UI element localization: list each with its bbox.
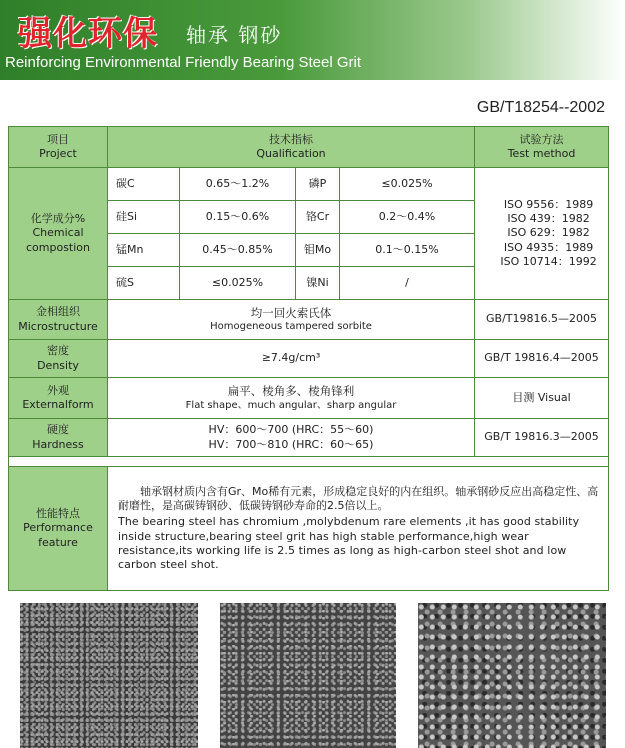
value-silicon: 0.15～0.6% [180, 201, 296, 234]
element-nickel: 镍Ni [296, 267, 340, 300]
header-project-en: Project [39, 147, 77, 160]
photo-strip [0, 603, 625, 748]
header-qualification [108, 127, 475, 168]
chem-row-1 [9, 168, 609, 201]
hardness-label-cn: 硬度 [47, 423, 69, 437]
value-molybdenum: 0.1～0.15% [340, 234, 475, 267]
element-sulfur: 硫S [108, 267, 180, 300]
micro-value-cn: 均一回火索氏体 [250, 305, 332, 320]
performance-text-en: The bearing steel has chromium ,molybdenum rare elements ,it has good stability inside structure,bearing steel grit has high stable performance,high wear resistance,its working life is 2.5 times as long as high-carbon steel shot and low carbon steel shot. [118, 515, 580, 572]
banner-title-en: Reinforcing Environmental Friendly Bearing Steel Grit [5, 54, 361, 71]
hardness-row [9, 419, 609, 457]
performance-row [9, 467, 609, 591]
performance-label [9, 467, 108, 591]
micro-row [9, 300, 609, 340]
spacer-row [9, 457, 609, 467]
header-qual-en: Qualification [256, 147, 326, 160]
performance-label-en-2: feature [38, 535, 78, 549]
micro-value-en: Homogeneous tampered sorbite [210, 321, 372, 333]
micro-value [108, 300, 475, 340]
performance-text-cn: 轴承钢材质内含有Gr、Mo稀有元素，形成稳定良好的内在组织。轴承钢砂反应出高稳定性、高耐磨性，是高碳铸钢砂、低碳铸钢砂寿命的2.5倍以上。 [118, 484, 599, 512]
element-manganese: 锰Mn [108, 234, 180, 267]
header-project-cn: 项目 [47, 132, 69, 146]
density-value: ≥7.4g/cm³ [108, 340, 475, 378]
chemical-label-cn: 化学成分% [30, 212, 86, 226]
value-chromium: 0.2～0.4% [340, 201, 475, 234]
element-chromium: 铬Cr [296, 201, 340, 234]
performance-label-en-1: Performance [23, 521, 93, 535]
iso-4935: ISO 4935：1989 [503, 240, 594, 254]
iso-9556: ISO 9556：1989 [503, 197, 594, 211]
performance-label-cn: 性能特点 [36, 507, 80, 521]
header-row [9, 127, 609, 168]
density-label-cn: 密度 [47, 344, 69, 358]
performance-text [108, 467, 609, 591]
micro-label [9, 300, 108, 340]
external-label-cn: 外观 [47, 383, 69, 397]
chemical-label [9, 168, 108, 300]
external-value [108, 378, 475, 419]
micro-method: GB/T19816.5—2005 [475, 300, 609, 340]
header-project [9, 127, 108, 168]
external-value-en: Flat shape、much angular、sharp angular [185, 399, 397, 411]
micro-label-en: Microstructure [18, 319, 98, 333]
chemical-label-en-2: compostion [25, 240, 90, 254]
element-carbon: 碳C [108, 168, 180, 201]
header-method [475, 127, 609, 168]
external-label-en: Externalform [22, 398, 94, 411]
hardness-label-en: Hardness [32, 437, 84, 451]
value-phosphorus: ≤0.025% [340, 168, 475, 201]
hardness-value-2: HV：700～810 (HRC：60～65) [208, 437, 374, 451]
grit-photo-fine [20, 603, 198, 748]
iso-629: ISO 629：1982 [507, 226, 590, 240]
iso-439: ISO 439：1982 [507, 212, 590, 226]
density-label-en: Density [37, 358, 79, 372]
hardness-value [108, 419, 475, 457]
element-molybdenum: 钼Mo [296, 234, 340, 267]
grit-photo-coarse [418, 603, 606, 748]
value-nickel: / [340, 267, 475, 300]
header-method-en: Test method [507, 147, 576, 160]
hardness-value-1: HV：600～700 (HRC：55～60) [208, 423, 374, 437]
external-row [9, 378, 609, 419]
spec-table [8, 126, 609, 591]
density-row [9, 340, 609, 378]
iso-10714: ISO 10714：1992 [500, 254, 597, 268]
chemical-label-en-1: Chemical [32, 226, 84, 240]
banner-subtitle-cn: 轴承 钢砂 [186, 23, 283, 47]
external-label [9, 378, 108, 419]
element-silicon: 硅Si [108, 201, 180, 234]
micro-label-cn: 金相组织 [36, 305, 80, 319]
value-manganese: 0.45～0.85% [180, 234, 296, 267]
header-banner [0, 0, 625, 80]
standard-code: GB/T18254--2002 [476, 99, 605, 116]
value-sulfur: ≤0.025% [180, 267, 296, 300]
chemical-methods [475, 168, 609, 300]
grit-photo-medium [220, 603, 396, 748]
hardness-method: GB/T 19816.3—2005 [475, 419, 609, 457]
spacer-cell [9, 457, 609, 467]
element-phosphorus: 磷P [296, 168, 340, 201]
value-carbon: 0.65～1.2% [180, 168, 296, 201]
hardness-label [9, 419, 108, 457]
density-method: GB/T 19816.4—2005 [475, 340, 609, 378]
header-method-cn: 试验方法 [519, 132, 564, 146]
external-method: 目测 Visual [475, 378, 609, 419]
banner-title-cn: 强化环保 [18, 14, 158, 54]
header-qual-cn: 技术指标 [269, 132, 314, 146]
density-label [9, 340, 108, 378]
external-value-cn: 扁平、棱角多、棱角锋利 [227, 384, 355, 399]
